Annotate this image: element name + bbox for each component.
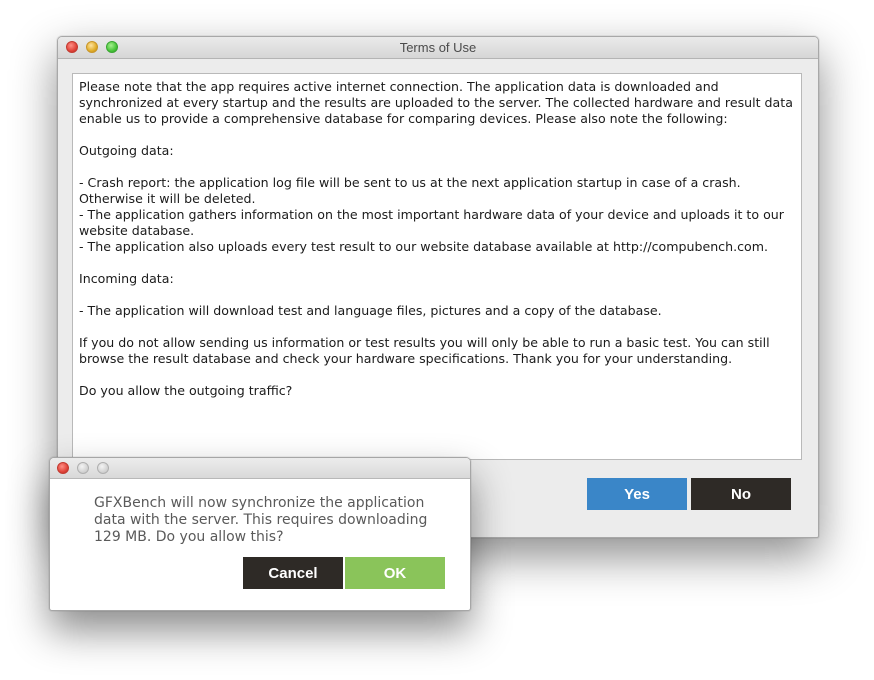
no-button[interactable]: No [691,478,791,510]
terms-paragraph: - The application will download test and language files, pictures and a copy of the database. [79,303,662,318]
ok-button[interactable]: OK [345,557,445,589]
terms-paragraph: Outgoing data: [79,143,174,158]
dialog-message: GFXBench will now synchronize the application data with the server. This requires downloading 129 MB. Do you allow this? [94,495,428,545]
terms-paragraph: If you do not allow sending us information or test results you will only be able to run a basic test. You can still browse the result database and check your hardware specifications. Thank you for your understanding. [79,335,770,366]
dialog-window-controls [57,462,109,474]
terms-paragraph: - Crash report: the application log file will be sent to us at the next application startup in case of a crash. Otherwise it will be deleted. - The application gathers information on the most important hardware data of your device and uploads it to our website database. - The application also uploads every test result to our website database available at http://compubench.com. [79,175,784,254]
titlebar [58,37,818,59]
yes-button[interactable]: Yes [587,478,687,510]
terms-paragraph: Do you allow the outgoing traffic? [79,383,293,398]
close-icon[interactable] [57,462,69,474]
dialog-titlebar [50,458,470,479]
terms-paragraph: Please note that the app requires active internet connection. The application data is downloaded and synchronized at every startup and the results are uploaded to the server. The collected hardware and result data enable us to provide a comprehensive database for comparing devices. Please also note the following: [79,79,793,126]
cancel-button[interactable]: Cancel [243,557,343,589]
terms-text-area[interactable] [72,73,802,460]
terms-paragraph: Incoming data: [79,271,174,286]
minimize-icon [77,462,89,474]
zoom-icon [97,462,109,474]
window-title: Terms of Use [399,40,477,55]
sync-dialog [49,457,471,611]
